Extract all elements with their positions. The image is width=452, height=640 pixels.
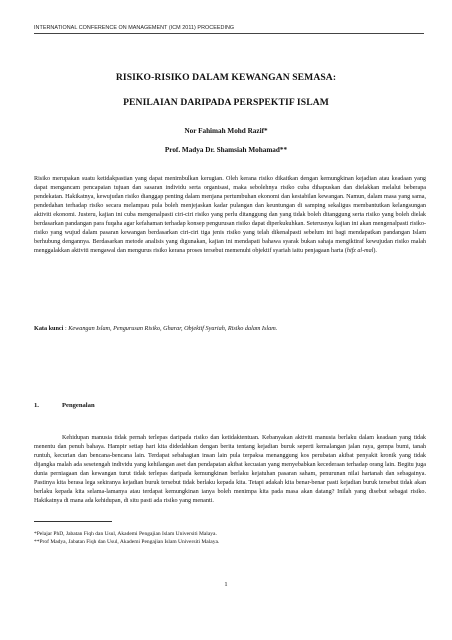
body-paragraph: Kehidupan manusia tidak pernah terlepas daripada risiko dan ketidaktentuan. Kebanyakan aktiviti manusia berlaku dalam keadaan yang tidak menentu dan penuh bahaya. Hampir setiap hari kita didedahkan dengan berita tentang kejadian buruk seperti kemalangan jalan raya, gempa bumi, tanah runtuh, kecurian dan bencana-bencana lain. Terdapat sebahagian insan lain pula terpaksa menanggung kos perubatan akibat penyakit kronik yang tidak dijangka malah ada sesetengah individu yang kehilangan aset dan pendapatan akibat kecuaian yang menyebabkan kecederaan terhadap orang lain. Begitu juga dunia perniagaan dan kewangan turut tidak terlepas daripada kemungkinan berlaku kejatuhan pasaran saham, penurunan nilai hartanah dan sebagainya. Pastinya kita berasa lega sekiranya kejadian buruk tersebut tidak berlaku kepada kita. Tetapi adakah kita benar-benar pasti kejadian buruk tersebut tidak akan berlaku kepada kita selama-lamanya atau terdapat kemungkinan ianya boleh menimpa kita pada masa akan datang? Inilah yang disebut sebagai risiko. Hakikatnya di mana ada kehidupan, di situ pasti ada risiko yang menanti. [34,435,426,504]
footnote-2: **Prof Madya, Jabatan Fiqh dan Usul, Akademi Pengajian Islam Universiti Malaya. [34,539,220,546]
abstract [34,175,426,256]
keywords-label: Kata kunci [34,325,64,332]
section-heading [34,402,334,409]
title-line-1: RISIKO-RISIKO DALAM KEWANGAN SEMASA: [115,72,337,83]
author-2: Prof. Madya Dr. Shamsiah Mohamad** [164,146,288,154]
abstract-paragraph [34,175,426,256]
abstract-text-end: ). [373,247,377,254]
footnote-1: *Pelajar PhD, Jabatan Fiqh dan Usul, Akademi Pengajian Islam Universiti Malaya. [34,531,217,537]
abstract-text: Risiko merupakan suatu ketidakpastian yang dapat menimbulkan kerugian. Oleh kerana risiko dikaitkan dengan kemungkinan kejadian atau keadaan yang dapat mengancam pencapaian tujuan dan sasaran individu serta organisasi, maka sebolehnya risiko cuba dihapuskan dan dielakkan melalui beberapa pendekatan. Hakikatnya, kewujudan risiko dianggap penting dalam menjana pertumbuhan ekonomi dan kestabilan kewangan. Namun, dalam masa yang sama, pendedahan terhadap risiko secara melampau pula boleh menjejaskan kadar pulangan dan keuntungan di samping sekaligus membantutkan kelangsungan aktiviti ekonomi. Justeru, kajian ini cuba mengenalpasti ciri-ciri risiko yang perlu ditanggung dan yang tidak boleh ditanggung serta risiko yang boleh dielak berdasarkan pandangan para fuqaha agar kefahaman terhadap konsep pengurusan risiko dapat diperkukuhkan. Seterusnya kajian ini akan mengenalpasti risiko-risiko yang wujud dalam pasaran kewangan berdasarkan ciri-ciri tiga jenis risiko yang telah dikenalpasti sebelum ini bagi mendapatkan pandangan Islam berhubung dengannya. Berdasarkan metode analisis yang digunakan, kajian ini mendapati bahawa syarak bukan sahaja mengiktiraf kewujudan risiko malah menggalakkan aktiviti mengawal dan mengurus risiko kerana proses tersebut memenuhi objektif syariah iaitu penjagaan harta ( [34,176,426,254]
title-line-2: PENILAIAN DARIPADA PERSPEKTIF ISLAM [123,97,329,108]
page-number: 1 [224,581,228,588]
abstract-term: hifz al-mal [346,247,374,254]
footnote-rule [34,521,112,522]
footnotes [34,530,426,547]
keywords-separator: : [63,325,69,332]
author-1: Nor Fahimah Mohd Razif* [184,127,268,135]
section-title: Pengenalan [62,402,95,409]
section-number: 1. [34,402,39,409]
keywords-values: Kewangan Islam, Pengurusan Risiko, Gharar, Objektif Syariah, Risiko dalam Islam. [68,325,278,332]
keywords [34,324,426,333]
running-header: INTERNATIONAL CONFERENCE ON MANAGEMENT (ICM 2011) PROCEEDING [34,25,424,34]
